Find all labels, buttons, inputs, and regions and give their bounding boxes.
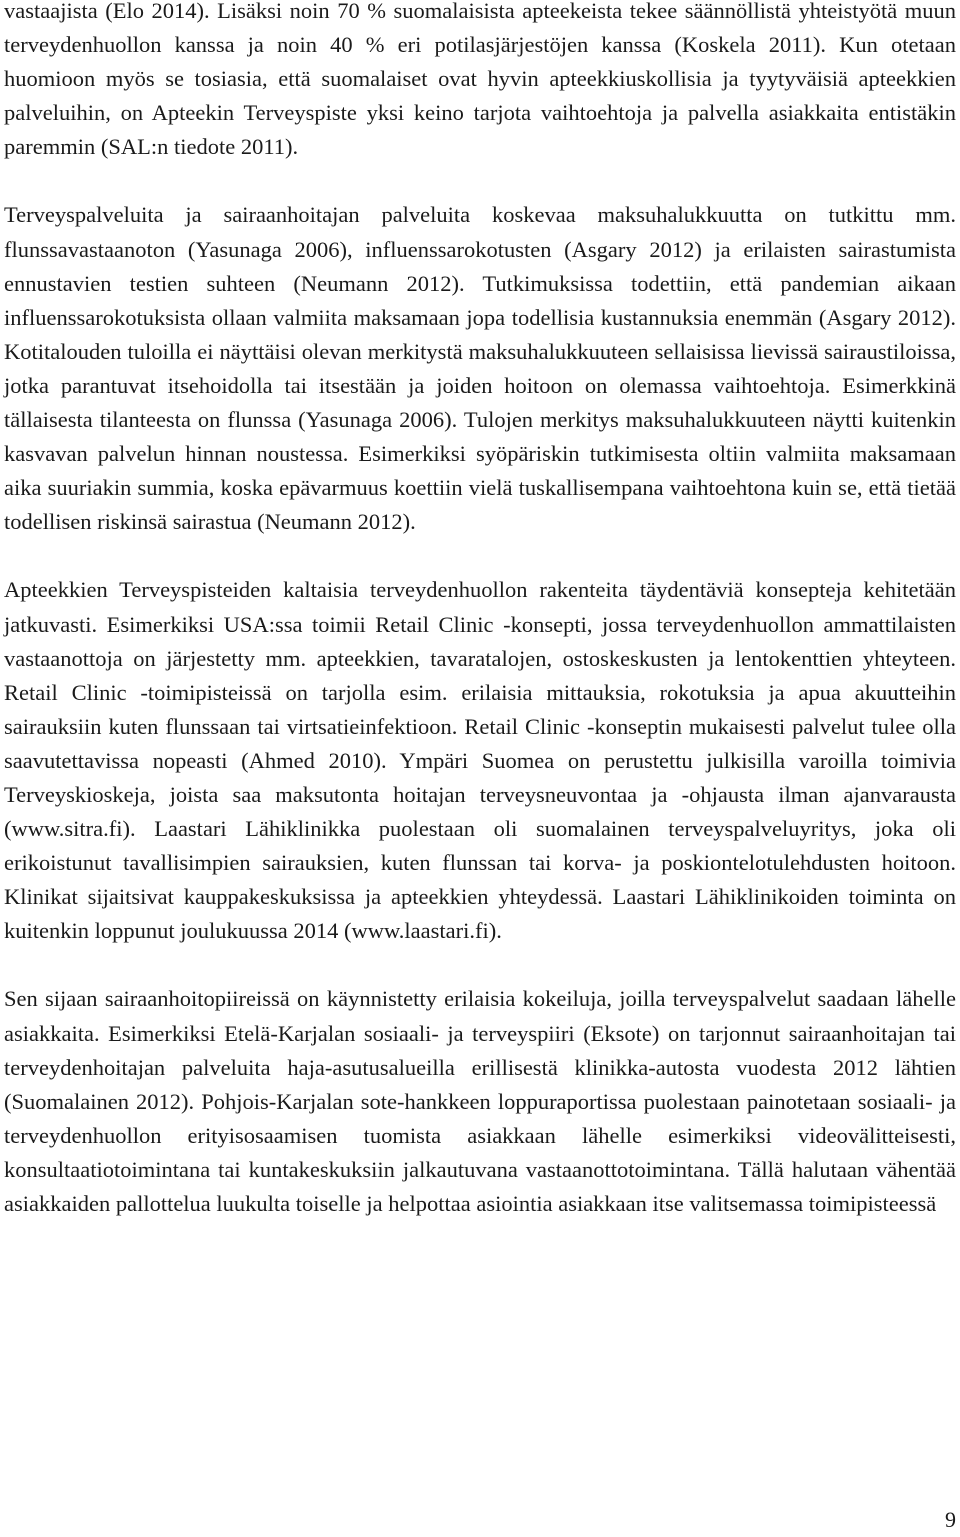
paragraph-4: Sen sijaan sairaanhoitopiireissä on käynnistetty erilaisia kokeiluja, joilla terveyspalvelut saadaan lähelle asiakkaita. Esimerkiksi Etelä-Karjalan sosiaali- ja terveyspiiri (Eksote) on tarjonnut sairaanhoitajan tai terveydenhoitajan palveluita haja-asutusalueilla erillisestä klinikka-autosta vuodesta 2012 lähtien (Suomalainen 2012). Pohjois-Karjalan sote-hankkeen loppuraportissa puolestaan painotetaan sosiaali- ja terveydenhuollon erityisosaamisen tuomista asiakkaan lähelle esimerkiksi videovälitteisesti, konsultaatiotoimintana tai kuntakeskuksiin jalkautuvana vastaanottotoimintana. Tällä halutaan vähentää asiakkaiden pallottelua luukulta toiselle ja helpottaa asiointia asiakkaan itse valitsemassa toimipisteessä bbox=[4, 986, 956, 1216]
page-number: 9 bbox=[945, 1507, 956, 1532]
paragraph-3: Apteekkien Terveyspisteiden kaltaisia terveydenhuollon rakenteita täydentäviä konsepteja kehitetään jatkuvasti. Esimerkiksi USA:ssa toimii Retail Clinic -konsepti, jossa terveydenhuollon ammattilaisten vastaanottoja on järjestetty mm. apteekkien, tavaratalojen, ostoskeskusten ja lentokenttien yhteyteen. Retail Clinic -toimipisteissä on tarjolla esim. erilaisia mittauksia, rokotuksia ja apua akuutteihin sairauksiin kuten flunssaan tai virtsatieinfektioon. Retail Clinic -konseptin mukaisesti palvelut tulee olla saavutettavissa nopeasti (Ahmed 2010). Ympäri Suomea on perustettu julkisilla varoilla toimivia Terveyskioskeja, joista saa maksutonta hoitajan terveysneuvontaa ja -ohjausta ilman ajanvarausta (www.sitra.fi). Laastari Lähiklinikka puolestaan oli suomalainen terveyspalveluyritys, joka oli erikoistunut tavallisimpien sairauksien, kuten flunssan tai korva- ja poskiontelotulehdusten hoitoon. Klinikat sijaitsivat kauppakeskuksissa ja apteekkien yhteydessä. Laastari Lähiklinikoiden toiminta on kuitenkin loppunut joulukuussa 2014 (www.laastari.fi). bbox=[4, 577, 956, 944]
paragraph-2: Terveyspalveluita ja sairaanhoitajan palveluita koskevaa maksuhalukkuutta on tutkittu mm. flunssavastaanoton (Yasunaga 2006), influenssarokotusten (Asgary 2012) ja erilaisten sairastumista ennustavien testien suhteen (Neumann 2012). Tutkimuksissa todettiin, että pandemian aikaan influenssarokotuksista ollaan valmiita maksamaan jopa todellisia kustannuksia enemmän (Asgary 2012). Kotitalouden tuloilla ei näyttäisi olevan merkitystä maksuhalukkuuteen sellaisissa lievissä sairaustiloissa, jotka parantuvat itsehoidolla tai itsestään ja joiden hoitoon on olemassa vaihtoehtoja. Esimerkkinä tällaisesta tilanteesta on flunssa (Yasunaga 2006). Tulojen merkitys maksuhalukkuuteen näytti kuitenkin kasvavan palvelun hinnan noustessa. Esimerkiksi syöpäriskin tutkimisesta oltiin valmiita maksamaan aika suuriakin summia, koska epävarmuus koettiin vielä tuskallisempana vaihtoehtona kuin se, että tietää todellisen riskinsä sairastua (Neumann 2012). bbox=[4, 202, 956, 535]
paragraph-1: vastaajista (Elo 2014). Lisäksi noin 70 % suomalaisista apteekeista tekee säännöllistä yhteistyötä muun terveydenhuollon kanssa ja noin 40 % eri potilasjärjestöjen kanssa (Koskela 2011). Kun otetaan huomioon myös se tosiasia, että suomalaiset ovat hyvin apteekkiuskollisia ja tyytyväisiä apteekkien palveluihin, on Apteekin Terveyspiste yksi keino tarjota vaihtoehtoja ja palvella asiakkaita entistäkin paremmin (SAL:n tiedote 2011). bbox=[4, 0, 956, 160]
paragraph-spacer bbox=[4, 948, 956, 982]
paragraph-spacer bbox=[4, 164, 956, 198]
paragraph-spacer bbox=[4, 539, 956, 573]
